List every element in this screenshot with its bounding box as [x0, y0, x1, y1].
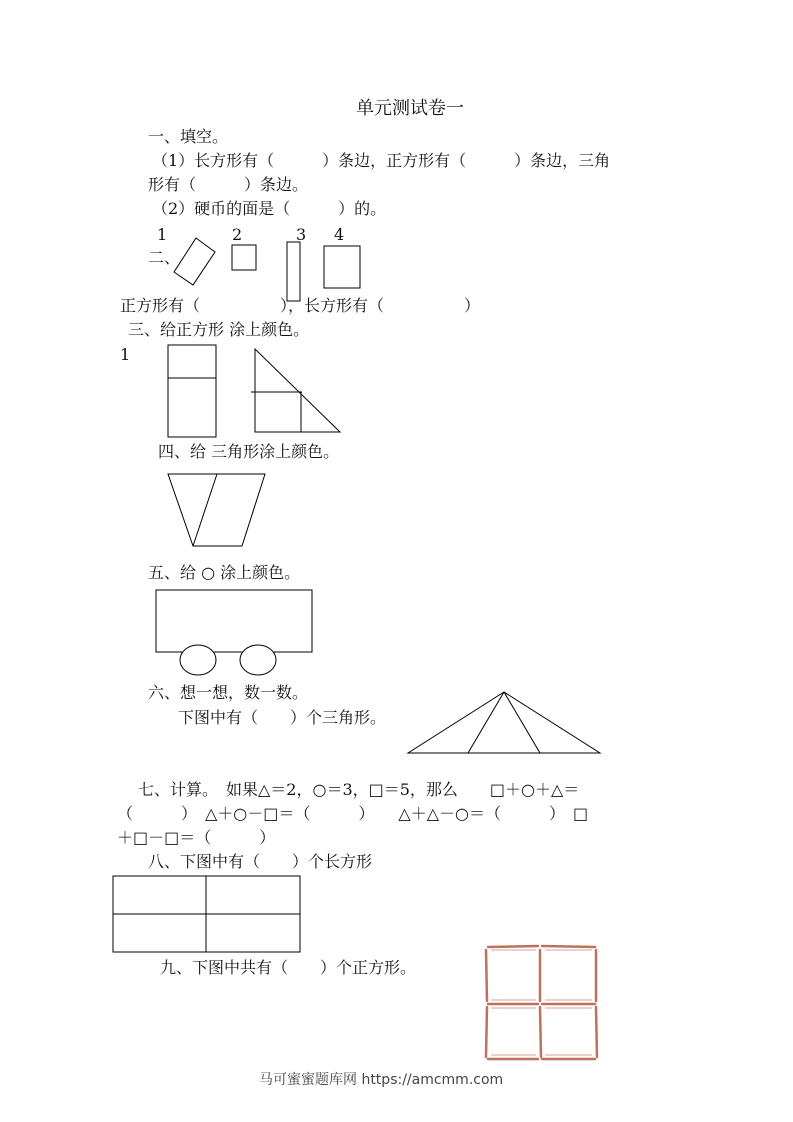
matchstick: [486, 1007, 487, 1057]
shape-number-2: 2: [232, 225, 243, 244]
q9-heading: 九、下图中共有（ ）个正方形。: [160, 958, 417, 977]
matchstick: [596, 1007, 597, 1057]
q1-line-2: 形有（ ）条边。: [148, 175, 309, 194]
matchstick: [488, 946, 538, 947]
q4-heading: 四、给 三角形涂上颜色。: [158, 442, 340, 461]
q7-line-1: 七、计算。 如果△＝2，○＝3，□＝5，那么 □＋○＋△＝: [138, 780, 580, 799]
q2-label: 二、: [148, 248, 181, 267]
q1-line-3: （2）硬币的面是（ ）的。: [152, 199, 387, 218]
q3-figure-number: 1: [120, 345, 131, 364]
q8-heading: 八、下图中有（ ）个长方形: [148, 852, 373, 871]
q7-line-2: （ ） △＋○－□＝（ ） △＋△－○＝（ ） □: [117, 804, 589, 823]
matchstick: [542, 946, 595, 947]
q6-heading: 六、想一想，数一数。: [148, 683, 309, 702]
q2-answer-line: 正方形有（ ），长方形有（ ）: [120, 296, 481, 315]
q3-heading: 三、给正方形 涂上颜色。: [128, 320, 310, 339]
page-title: 单元测试卷一: [356, 98, 464, 119]
q7-line-3: ＋□－□＝（ ）: [117, 828, 276, 847]
matchstick: [540, 1007, 541, 1057]
matchstick: [486, 950, 487, 1001]
q6-sub: 下图中有（ ）个三角形。: [178, 708, 387, 727]
q5-heading: 五、给 ○ 涂上颜色。: [148, 563, 301, 582]
q1-heading: 一、填空。: [148, 127, 229, 146]
shape-number-3: 3: [296, 225, 307, 244]
q1-line-1: （1）长方形有（ ）条边，正方形有（ ）条边，三角: [152, 151, 611, 170]
footer-watermark: 马可蜜蜜题库网 https://amcmm.com: [259, 1072, 504, 1088]
shape-number-4: 4: [334, 225, 345, 244]
shape-number-1: 1: [157, 225, 168, 244]
